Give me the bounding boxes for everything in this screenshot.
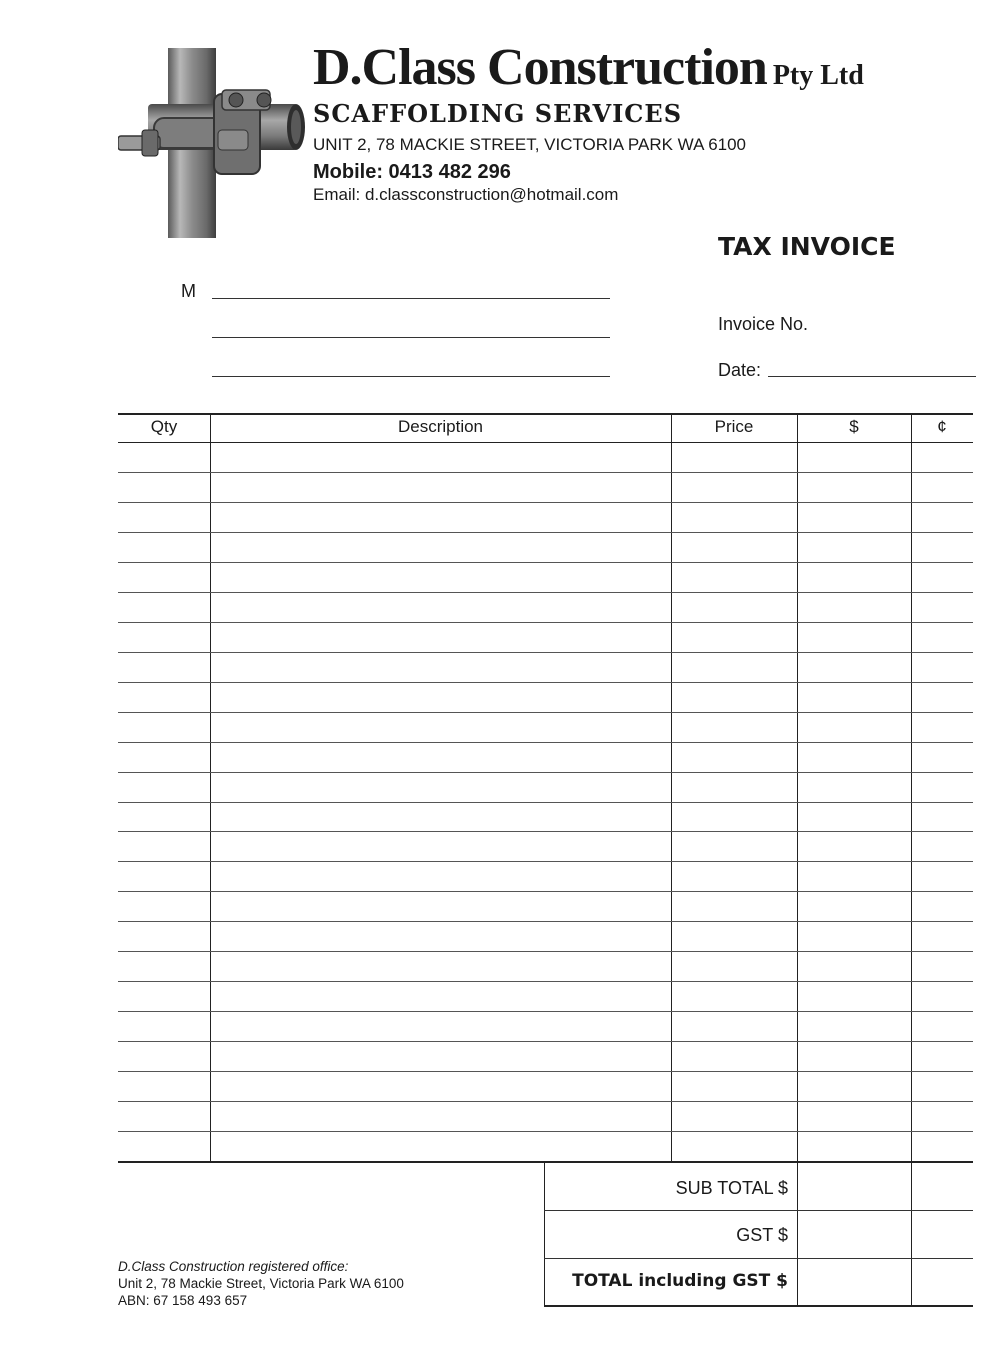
items-table [118, 413, 973, 1163]
document-title: TAX INVOICE [718, 232, 896, 261]
table-top-border [118, 413, 973, 415]
column-header-cents: ¢ [937, 417, 947, 436]
table-row[interactable] [118, 503, 973, 532]
customer-name-line[interactable] [212, 298, 610, 299]
registered-office-address: Unit 2, 78 Mackie Street, Victoria Park WA 6100 [118, 1276, 404, 1291]
table-row[interactable] [118, 653, 973, 682]
customer-address-line-2[interactable] [212, 376, 610, 377]
table-row[interactable] [118, 1102, 973, 1131]
total-dollars-field[interactable] [798, 1259, 910, 1304]
registered-office-heading: D.Class Construction registered office: [118, 1259, 349, 1274]
company-email: Email: d.classconstruction@hotmail.com [313, 185, 619, 204]
table-row[interactable] [118, 743, 973, 772]
company-mobile: Mobile: 0413 482 296 [313, 161, 511, 183]
table-row[interactable] [118, 1042, 973, 1071]
customer-address-line-1[interactable] [212, 337, 610, 338]
invoice-number-label: Invoice No. [718, 314, 809, 334]
table-row[interactable] [118, 773, 973, 802]
table-row[interactable] [118, 922, 973, 951]
table-row[interactable] [118, 832, 973, 861]
column-header-dollars: $ [849, 417, 859, 436]
subtotal-dollars-field[interactable] [798, 1163, 910, 1209]
company-tagline: SCAFFOLDING SERVICES [313, 99, 683, 128]
table-row[interactable] [118, 862, 973, 891]
table-row[interactable] [118, 563, 973, 592]
company-name: D.Class Construction Pty Ltd [313, 39, 864, 96]
column-header-price: Price [714, 417, 754, 436]
table-row[interactable] [118, 443, 973, 472]
table-row[interactable] [118, 982, 973, 1011]
totals-bottom-border [544, 1305, 973, 1307]
table-row[interactable] [118, 593, 973, 622]
column-header-qty: Qty [150, 417, 178, 436]
date-label: Date: [718, 360, 762, 380]
totals-divider [911, 1162, 912, 1307]
company-address: UNIT 2, 78 MACKIE STREET, VICTORIA PARK WA 6100 [313, 135, 747, 154]
totals-left-border [544, 1162, 545, 1307]
table-row[interactable] [118, 713, 973, 742]
table-row[interactable] [118, 683, 973, 712]
table-row[interactable] [118, 533, 973, 562]
registered-office-footer [118, 1258, 404, 1309]
table-row[interactable] [118, 892, 973, 921]
abn-number: ABN: 67 158 493 657 [118, 1293, 248, 1308]
total-label: TOTAL including GST $ [572, 1271, 788, 1291]
gst-label: GST $ [736, 1225, 788, 1245]
gst-dollars-field[interactable] [798, 1211, 910, 1257]
table-row[interactable] [118, 1132, 973, 1161]
customer-prefix: M [181, 281, 196, 301]
scaffold-coupler-icon [118, 46, 308, 238]
table-row[interactable] [118, 952, 973, 981]
date-field-line[interactable] [768, 376, 976, 377]
table-row[interactable] [118, 803, 973, 832]
table-row[interactable] [118, 473, 973, 502]
table-row[interactable] [118, 623, 973, 652]
table-row[interactable] [118, 1072, 973, 1101]
subtotal-label: SUB TOTAL $ [675, 1178, 788, 1198]
table-row[interactable] [118, 1012, 973, 1041]
column-header-description: Description [397, 417, 484, 436]
company-suffix: Pty Ltd [772, 60, 864, 91]
